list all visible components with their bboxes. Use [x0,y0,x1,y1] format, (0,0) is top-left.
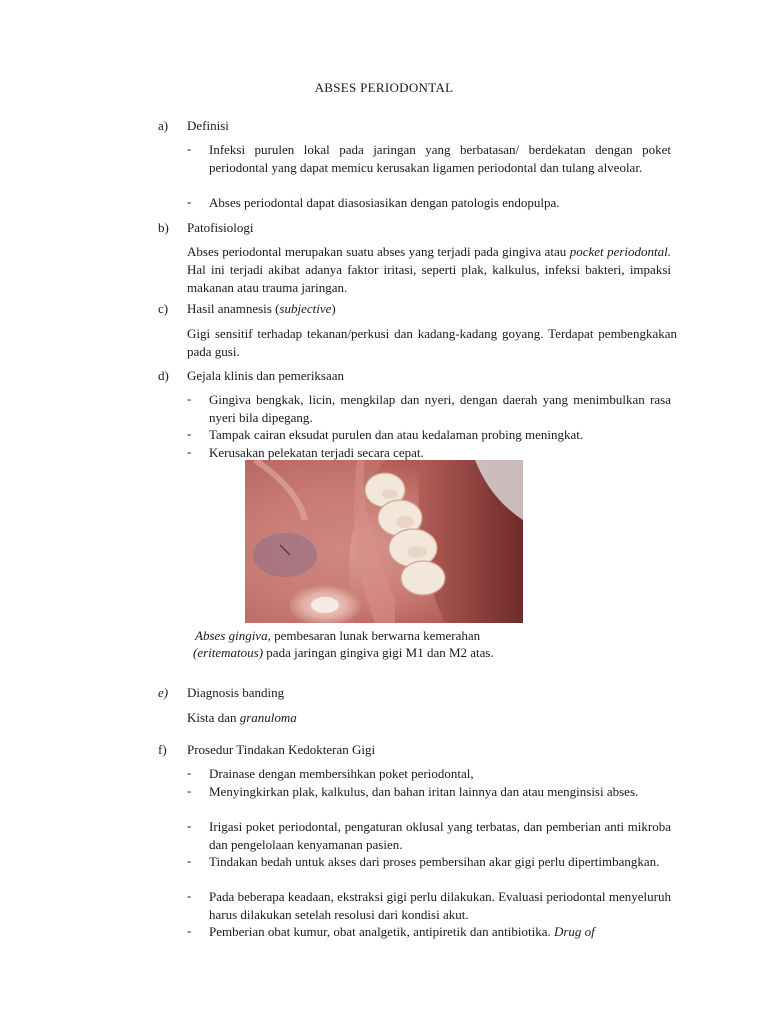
section-a-bullet-2 [187,194,671,212]
bullet-text: Infeksi purulen lokal pada jaringan yang berbatasan/ berdekatan dengan poket periodontal yang dapat memicu kerusakan ligamen periodontal dan tulang alveolar. [209,142,671,175]
para-text: Hal ini terjadi akibat adanya faktor iritasi, seperti plak, kalkulus, infeksi bakteri, impaksi makanan atau trauma jaringan. [187,262,671,295]
bullet-text: Drainase dengan membersihkan poket periodontal, [209,766,474,781]
section-f-bullet-3 [187,818,671,854]
section-e-letter: e) [158,685,169,700]
section-d-bullet-1 [187,391,671,427]
section-a-heading: Definisi [187,118,229,133]
para-text: Kista dan [187,710,240,725]
caption-text: pada jaringan gingiva gigi M1 dan M2 atas. [263,645,494,660]
para-italic: granuloma [239,710,297,725]
section-f-heading: Prosedur Tindakan Kedokteran Gigi [187,742,376,757]
bullet-dash: - [187,194,192,209]
bullet-text-part: Pemberian obat kumur, obat analgetik, antipiretik dan antibiotika. [209,924,554,939]
figure-caption-line-1 [195,627,575,645]
bullet-text: Pada beberapa keadaan, ekstraksi gigi perlu dilakukan. Evaluasi periodontal menyeluruh harus dilakukan setelah resolusi dari kondisi akut. [209,889,671,922]
section-b-heading: Patofisiologi [187,220,254,235]
bullet-dash: - [187,783,192,798]
section-b-letter: b) [158,220,169,235]
bullet-italic: Drug of [553,924,595,939]
bullet-dash: - [187,888,192,903]
section-f-bullet-6 [187,923,671,941]
section-c-paragraph: Gigi sensitif terhadap tekanan/perkusi dan kadang-kadang goyang. Terdapat pembengkakan pada gusi. [187,326,677,359]
bullet-dash: - [187,444,192,459]
heading-italic: subjective [279,301,332,316]
section-c-letter: c) [158,301,169,316]
bullet-dash: - [187,818,192,833]
section-f-bullet-2 [187,783,671,801]
bullet-text: Tindakan bedah untuk akses dari proses pembersihan akar gigi perlu dipertimbangkan. [209,854,660,869]
section-d-heading: Gejala klinis dan pemeriksaan [187,368,345,383]
bullet-text [209,923,671,941]
clinical-photo [245,460,523,623]
section-a-bullet-1 [187,141,671,177]
bullet-dash: - [187,141,192,156]
heading-text: Hasil anamnesis ( [187,301,280,316]
bullet-dash: - [187,426,192,441]
section-c-heading [187,301,336,317]
section-f-bullet-1 [187,765,671,783]
bullet-text: Abses periodontal dapat diasosiasikan dengan patologis endopulpa. [209,195,560,210]
bullet-text: Menyingkirkan plak, kalkulus, dan bahan iritan lainnya dan atau menginsisi abses. [209,784,639,799]
figure-caption-line-2 [193,644,573,662]
section-b-paragraph [187,243,671,297]
caption-italic: Abses gingiva, [195,628,271,643]
section-e-heading: Diagnosis banding [187,685,285,700]
section-d-bullet-2 [187,426,671,444]
document-title: ABSES PERIODONTAL [314,80,454,95]
section-f-bullet-5 [187,888,671,924]
section-f-bullet-4 [187,853,671,871]
bullet-dash: - [187,391,192,406]
bullet-text: Kerusakan pelekatan terjadi secara cepat. [209,445,424,460]
section-f-letter: f) [158,742,167,757]
bullet-dash: - [187,923,192,938]
bullet-text: Gingiva bengkak, licin, mengkilap dan nyeri, dengan daerah yang menimbulkan rasa nyeri bila dipegang. [209,392,671,425]
bullet-text: Tampak cairan eksudat purulen dan atau kedalaman probing meningkat. [209,427,584,442]
bullet-dash: - [187,853,192,868]
heading-text: ) [331,301,336,316]
section-d-letter: d) [158,368,169,383]
section-e-paragraph [187,709,671,727]
caption-italic: (eritematous) [193,645,264,660]
para-text: Abses periodontal merupakan suatu abses yang terjadi pada gingiva atau [187,244,570,259]
para-italic: pocket periodontal. [569,244,671,259]
caption-text: pembesaran lunak berwarna kemerahan [270,628,481,643]
section-a-letter: a) [158,118,169,133]
bullet-dash: - [187,765,192,780]
bullet-text: Irigasi poket periodontal, pengaturan oklusal yang terbatas, dan pemberian anti mikroba dan pengelolaan kenyamanan pasien. [209,819,671,852]
